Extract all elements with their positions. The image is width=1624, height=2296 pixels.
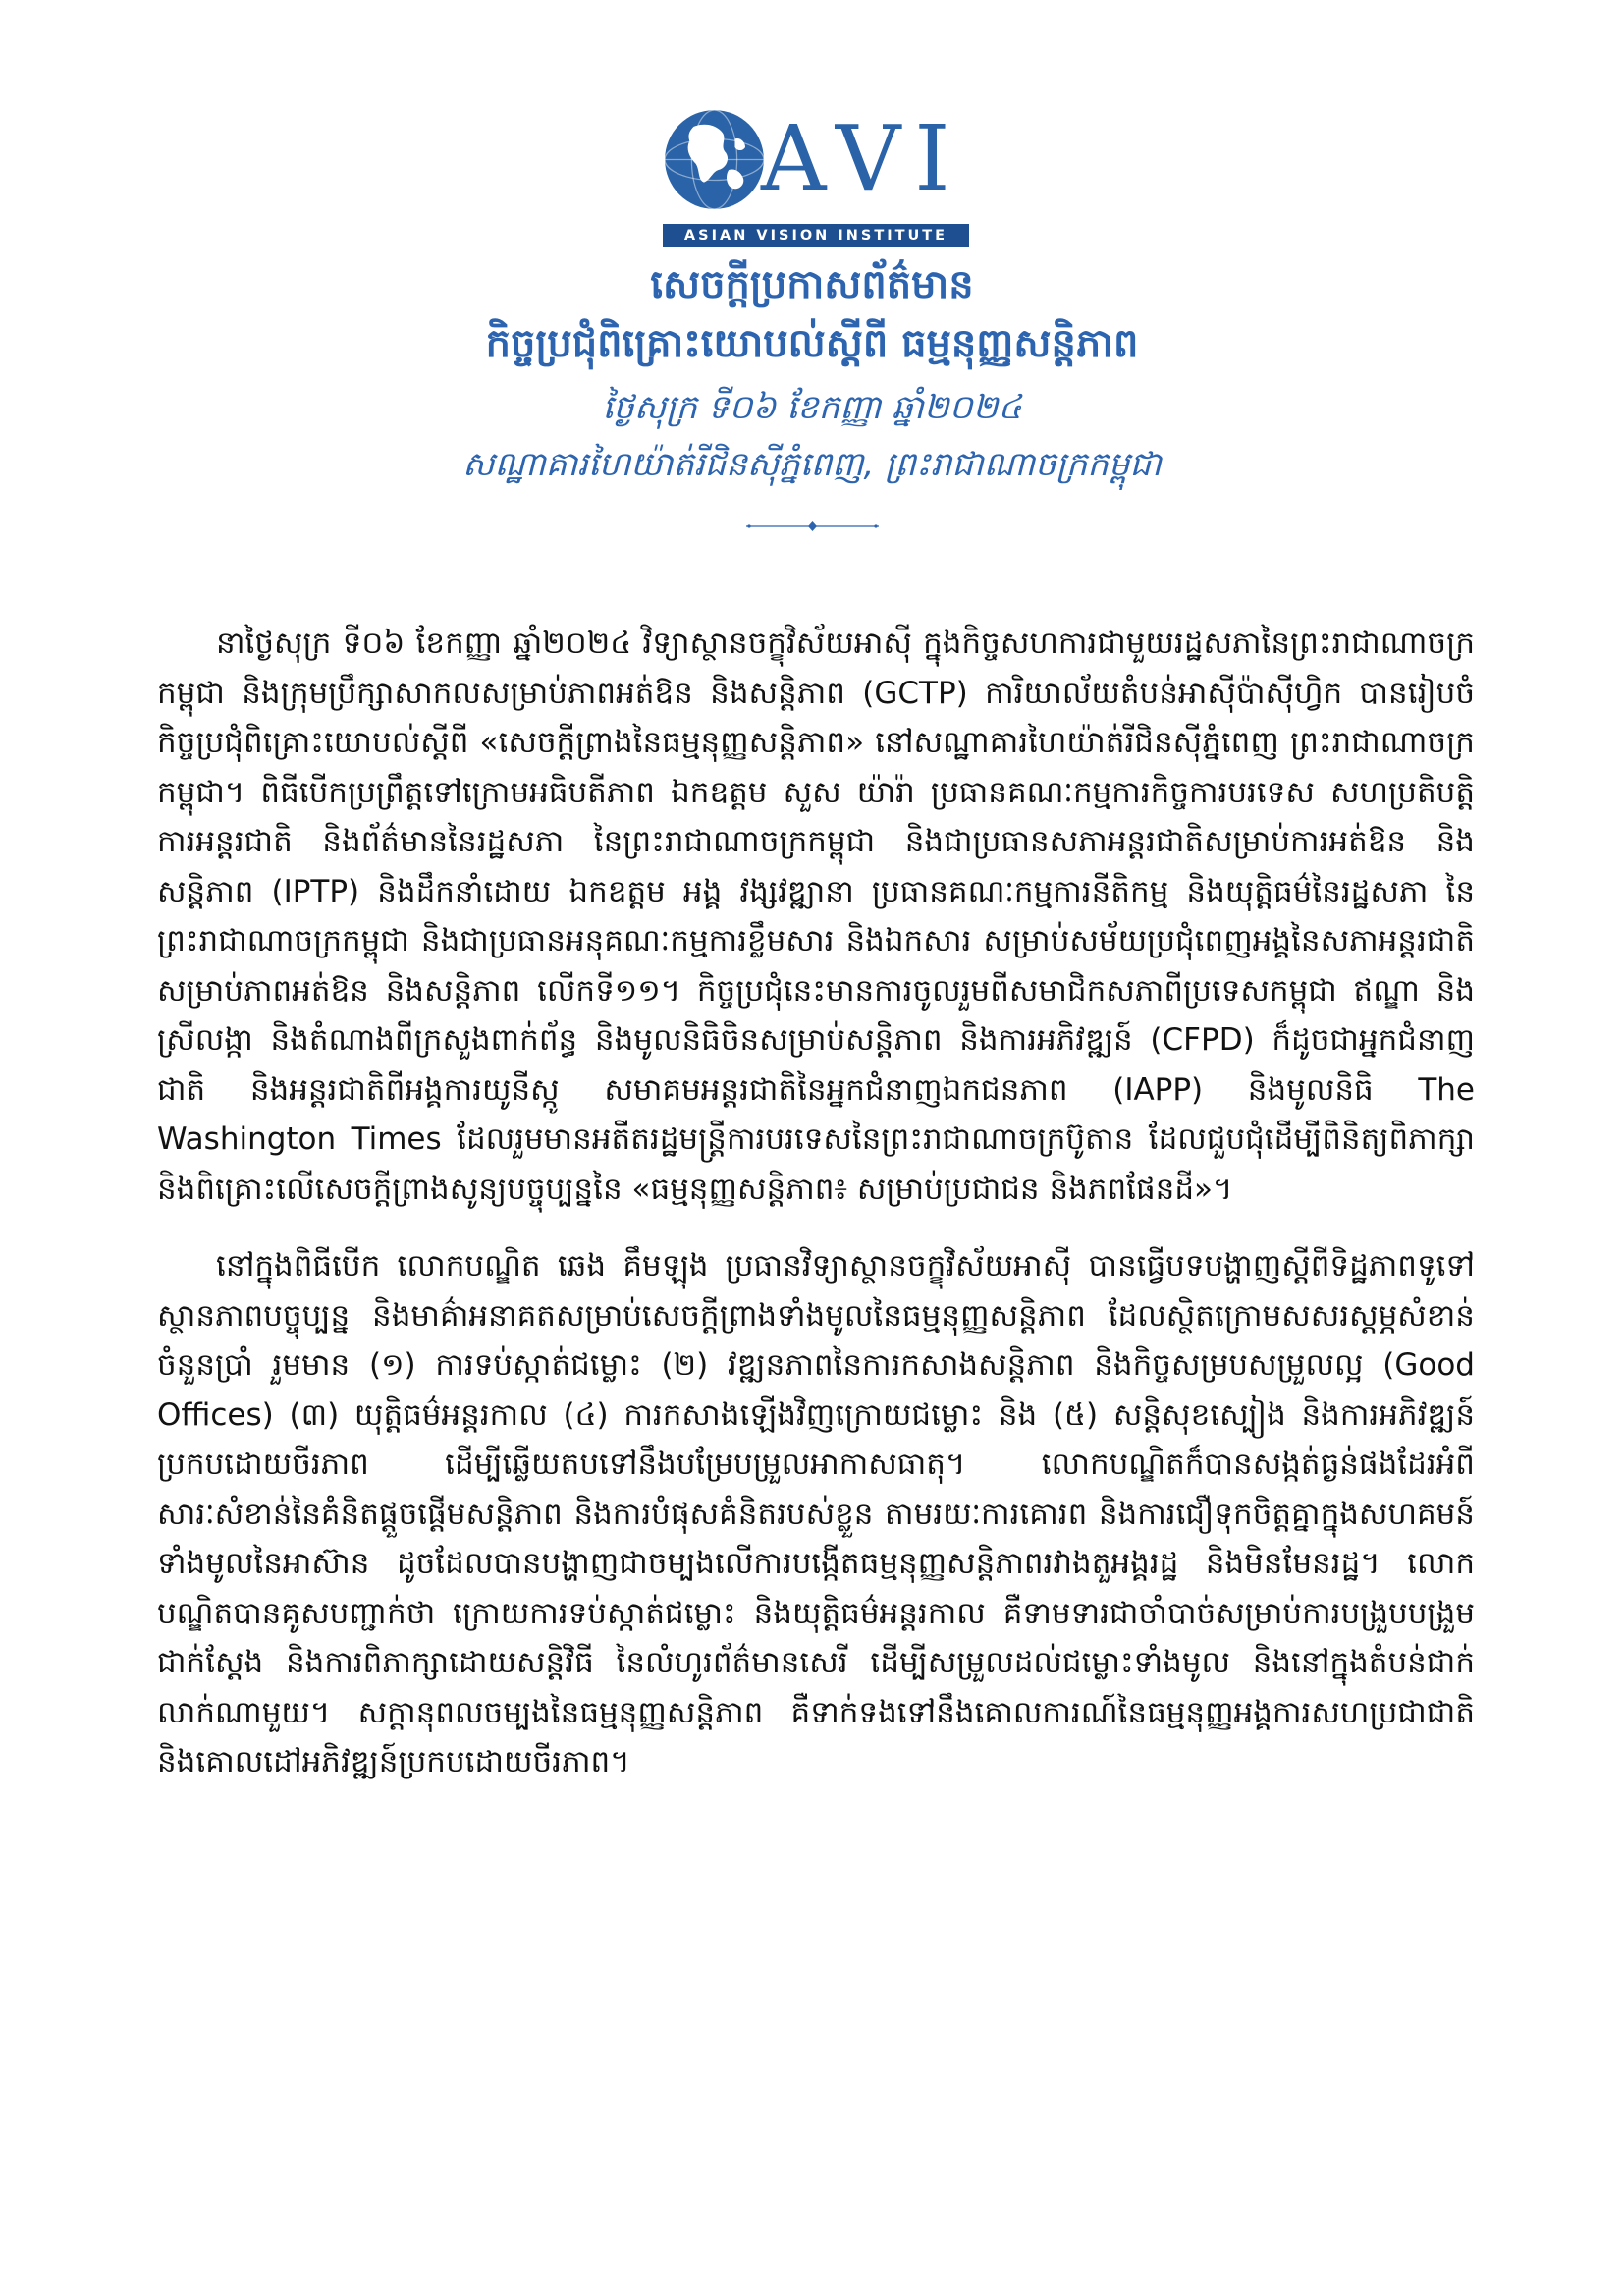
logo-letters: AVI [761,106,964,211]
body-paragraph-1: នាថ្ងៃសុក្រ ទី០៦ ខែកញ្ញា ឆ្នាំ២០២៤ វិទ្យាស្ថានចក្ខុវិស័យអាស៊ី ក្នុងកិច្ចសហការជាមួយរដ្ឋសភានៃព្រះរាជាណាចក្រកម្ពុជា និងក្រុមប្រឹក្សាសាកលសម្រាប់ភាពអត់ឱន និងសន្តិភាព (GCTP) ការិយាល័យតំបន់អាស៊ីប៉ាស៊ីហ្វិក បានរៀបចំកិច្ចប្រជុំពិគ្រោះយោបល់ស្តីពី «សេចក្តីព្រាងនៃធម្មនុញ្ញសន្តិភាព» នៅសណ្ឋាគារហៃយ៉ាត់រីជិនស៊ីភ្នំពេញ ព្រះរាជាណាចក្រកម្ពុជា។ ពិធីបើកប្រព្រឹត្តទៅក្រោមអធិបតីភាព ឯកឧត្តម សួស យ៉ារ៉ា ប្រធានគណៈកម្មការកិច្ចការបរទេស សហប្រតិបត្តិការអន្តរជាតិ និងព័ត៌មាននៃរដ្ឋសភា នៃព្រះរាជាណាចក្រកម្ពុជា និងជាប្រធានសភាអន្តរជាតិសម្រាប់ការអត់ឱន និងសន្តិភាព (IPTP) និងដឹកនាំដោយ ឯកឧត្តម អង្គ វង្សវឌ្ឍានា ប្រធានគណៈកម្មការនីតិកម្ម និងយុត្តិធម៌នៃរដ្ឋសភា នៃព្រះរាជាណាចក្រកម្ពុជា និងជាប្រធានអនុគណៈកម្មការខ្លឹមសារ និងឯកសារ សម្រាប់សម័យប្រជុំពេញអង្គនៃសភាអន្តរជាតិសម្រាប់ភាពអត់ឱន និងសន្តិភាព លើកទី១១។ កិច្ចប្រជុំនេះមានការចូលរួមពីសមាជិកសភាពីប្រទេសកម្ពុជា ឥណ្ឌា និងស្រីលង្កា និងតំណាងពីក្រសួងពាក់ព័ន្ធ និងមូលនិធិចិនសម្រាប់សន្តិភាព និងការអភិវឌ្ឍន៍ (CFPD) ក៏ដូចជាអ្នកជំនាញជាតិ និងអន្តរជាតិពីអង្គការយូនីស្កូ សមាគមអន្តរជាតិនៃអ្នកជំនាញឯកជនភាព (IAPP) និងមូលនិធិ The Washington Times ដែលរួមមានអតីតរដ្ឋមន្ត្រីការបរទេសនៃព្រះរាជាណាចក្រប៊ូតាន ដែលជួបជុំដើម្បីពិនិត្យពិភាក្សា និងពិគ្រោះលើសេចក្តីព្រាងសូន្យបច្ចុប្បន្ននៃ «ធម្មនុញ្ញសន្តិភាព៖ សម្រាប់ប្រជាជន និងភពផែនដី»។ [157,626,1475,1207]
press-release-body [157,619,1475,1787]
globe-icon [663,108,766,211]
ornament-divider [746,520,879,532]
event-location: សណ្ឋាគារហៃយ៉ាត់រីជិនស៊ីភ្នំពេញ, ព្រះរាជាណាចក្រកម្ពុជា [462,445,1162,484]
event-date: ថ្ងៃសុក្រ ទី០៦ ខែកញ្ញា ឆ្នាំ២០២៤ [602,388,1022,427]
body-paragraph-2: នៅក្នុងពិធីបើក លោកបណ្ឌិត ឆេង គឹមឡុង ប្រធានវិទ្យាស្ថានចក្ខុវិស័យអាស៊ី បានធ្វើបទបង្ហាញស្តីពីទិដ្ឋភាពទូទៅ ស្ថានភាពបច្ចុប្បន្ន និងមាគ៌ាអនាគតសម្រាប់សេចក្តីព្រាងទាំងមូលនៃធម្មនុញ្ញសន្តិភាព ដែលស្ថិតក្រោមសសរស្តម្ភសំខាន់ចំនួនប្រាំ រួមមាន (១) ការទប់ស្កាត់ជម្លោះ (២) វឌ្ឍនភាពនៃការកសាងសន្តិភាព និងកិច្ចសម្របសម្រួលល្អ (Good Offices) (៣) យុត្តិធម៌អន្តរកាល (៤) ការកសាងឡើងវិញក្រោយជម្លោះ និង (៥) សន្តិសុខស្បៀង និងការអភិវឌ្ឍន៍ប្រកបដោយចីរភាព ដើម្បីឆ្លើយតបទៅនឹងបម្រែបម្រួលអាកាសធាតុ។ លោកបណ្ឌិតក៏បានសង្កត់ធ្ងន់ផងដែរអំពីសារៈសំខាន់នៃគំនិតផ្តួចផ្តើមសន្តិភាព និងការបំផុសគំនិតរបស់ខ្លួន តាមរយៈការគោរព និងការជឿទុកចិត្តគ្នាក្នុងសហគមន៍ទាំងមូលនៃអាស៊ាន ដូចដែលបានបង្ហាញជាចម្បងលើការបង្កើតធម្មនុញ្ញសន្តិភាពរវាងតួអង្គរដ្ឋ និងមិនមែនរដ្ឋ។ លោកបណ្ឌិតបានគូសបញ្ជាក់ថា ក្រោយការទប់ស្កាត់ជម្លោះ និងយុត្តិធម៌អន្តរកាល គឺទាមទារជាចាំបាច់សម្រាប់ការបង្រួបបង្រួមជាក់ស្តែង និងការពិភាក្សាដោយសន្តិវិធី នៃលំហូរព័ត៌មានសេរី ដើម្បីសម្រួលដល់ជម្លោះទាំងមូល និងនៅក្នុងតំបន់ជាក់លាក់ណាមួយ។ សក្តានុពលចម្បងនៃធម្មនុញ្ញសន្តិភាព គឺទាក់ទងទៅនឹងគោលការណ៍នៃធម្មនុញ្ញអង្គការសហប្រជាជាតិ និងគោលដៅអភិវឌ្ឍន៍ប្រកបដោយចីរភាព។ [157,1248,1475,1779]
avi-logo [653,108,977,246]
page-subtitle: កិច្ចប្រជុំពិគ្រោះយោបល់ស្តីពី ធម្មនុញ្ញសន្តិភាព [485,321,1139,366]
page-title: សេចក្តីប្រកាសព័ត៌មាន [650,262,974,307]
logo-tagline: ASIAN VISION INSTITUTE [663,224,969,247]
